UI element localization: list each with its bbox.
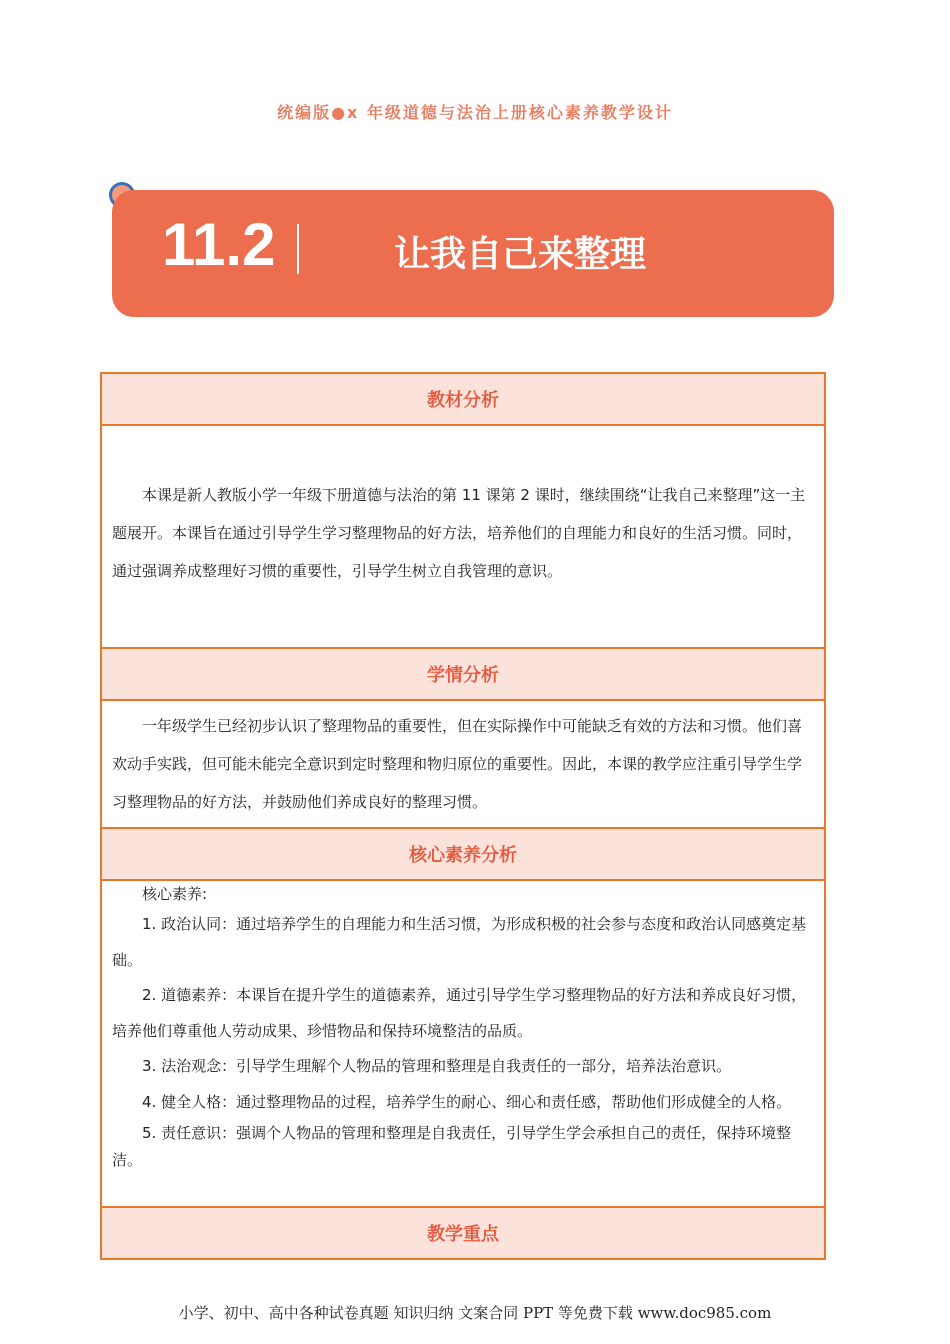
section-header-material: 教材分析	[102, 374, 824, 426]
core-item-3: 3. 法治观念：引导学生理解个人物品的管理和整理是自我责任的一部分，培养法治意识。	[142, 1057, 732, 1075]
lesson-banner	[112, 190, 834, 317]
section-header-key: 教学重点	[102, 1208, 824, 1260]
section-header-students: 学情分析	[102, 649, 824, 701]
core-item-4: 4. 健全人格：通过整理物品的过程，培养学生的耐心、细心和责任感，帮助他们形成健全的人格。	[142, 1092, 792, 1111]
document-subtitle: 统编版●x 年级道德与法治上册核心素养教学设计	[277, 103, 673, 122]
students-text: 一年级学生已经初步认识了整理物品的重要性，但在实际操作中可能缺乏有效的方法和习惯。他们喜欢动手实践，但可能未能完全意识到定时整理和物归原位的重要性。因此，本课的教学应注重引导学生学习整理物品的好方法，并鼓励他们养成良好的整理习惯。	[112, 717, 803, 811]
section-header-core: 核心素养分析	[102, 829, 824, 881]
lesson-number: 11.2	[162, 211, 276, 278]
core-intro: 核心素养:	[142, 885, 208, 903]
section-body-students	[102, 701, 824, 829]
core-item-2: 2. 道德素养：本课旨在提升学生的道德素养，通过引导学生学习整理物品的好方法和养成良好习惯，培养他们尊重他人劳动成果、珍惜物品和保持环境整洁的品质。	[112, 986, 807, 1040]
banner-divider	[297, 224, 299, 274]
page-footer: 小学、初中、高中各种试卷真题 知识归纳 文案合同 PPT 等免费下载 www.doc985.com	[178, 1304, 772, 1322]
core-item-5: 5. 责任意识：强调个人物品的管理和整理是自我责任，引导学生学会承担自己的责任，保持环境整洁。	[112, 1124, 792, 1169]
material-text: 本课是新人教版小学一年级下册道德与法治的第 11 课第 2 课时，继续围绕“让我自己来整理”这一主题展开。本课旨在通过引导学生学习整理物品的好方法，培养他们的自理能力和良好的生活习惯。同时，通过强调养成整理好习惯的重要性，引导学生树立自我管理的意识。	[112, 486, 806, 580]
core-item-1: 1. 政治认同：通过培养学生的自理能力和生活习惯，为形成积极的社会参与态度和政治认同感奠定基础。	[112, 915, 807, 969]
section-body-core	[102, 881, 824, 1208]
lesson-title: 让我自己来整理	[394, 234, 647, 275]
lesson-plan-table	[100, 372, 826, 1260]
section-body-material	[102, 426, 824, 649]
